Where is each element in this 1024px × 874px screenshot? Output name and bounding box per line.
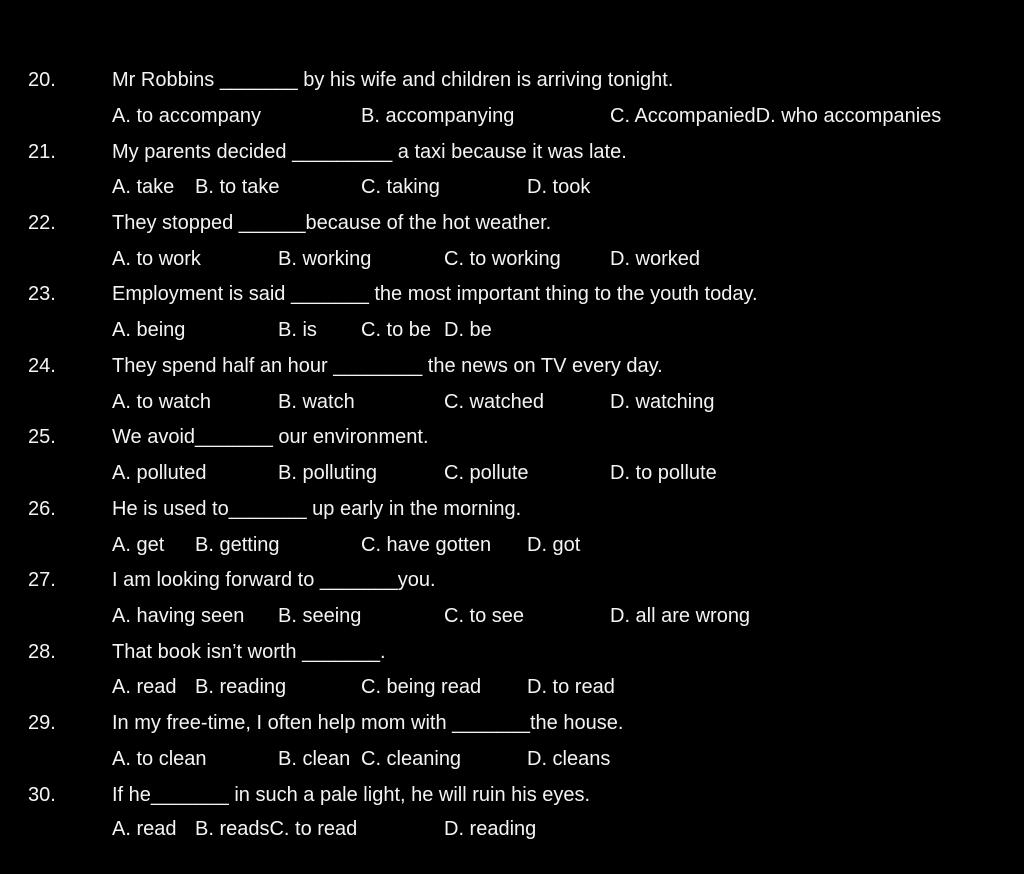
option-d: D. to pollute — [610, 462, 717, 484]
option-a: A. polluted — [112, 462, 207, 484]
option-d: D. watching — [610, 391, 715, 413]
question-text: Mr Robbins _______ by his wife and children is arriving tonight. — [112, 69, 674, 91]
option-c: C. AccompaniedD. who accompanies — [610, 105, 942, 127]
question-number: 23. — [28, 283, 56, 305]
question-text: We avoid_______ our environment. — [112, 426, 429, 448]
option-c: C. watched — [444, 391, 545, 413]
question-number: 27. — [28, 569, 56, 591]
question-text: My parents decided _________ a taxi because it was late. — [112, 141, 627, 163]
option-c: C. taking — [361, 176, 440, 198]
option-b: B. readsC. to read — [195, 818, 358, 840]
question-text: Employment is said _______ the most important thing to the youth today. — [112, 283, 758, 305]
option-d: D. worked — [610, 248, 701, 270]
option-b: B. is — [278, 319, 317, 341]
question-number: 26. — [28, 498, 56, 520]
question-number: 29. — [28, 712, 56, 734]
question-text: They stopped ______because of the hot weather. — [112, 212, 552, 234]
option-a: A. take — [112, 176, 175, 198]
question-text: In my free-time, I often help mom with _______the house. — [112, 712, 624, 734]
option-d: D. cleans — [527, 748, 611, 770]
option-c: C. to be — [361, 319, 432, 341]
option-b: B. reading — [195, 676, 287, 698]
option-b: B. polluting — [278, 462, 377, 484]
question-number: 30. — [28, 784, 56, 806]
option-a: A. to work — [112, 248, 201, 270]
option-c: C. to working — [444, 248, 561, 270]
option-d: D. reading — [444, 818, 537, 840]
option-b: B. accompanying — [361, 105, 515, 127]
option-a: A. to accompany — [112, 105, 261, 127]
option-c: C. to see — [444, 605, 525, 627]
option-b: B. watch — [278, 391, 355, 413]
option-b: B. clean — [278, 748, 351, 770]
question-number: 20. — [28, 69, 56, 91]
option-c: C. have gotten — [361, 534, 492, 556]
option-d: D. all are wrong — [610, 605, 751, 627]
option-b: B. getting — [195, 534, 280, 556]
option-d: D. took — [527, 176, 591, 198]
question-text: If he_______ in such a pale light, he will ruin his eyes. — [112, 784, 591, 806]
option-a: A. being — [112, 319, 186, 341]
option-a: A. read — [112, 818, 177, 840]
option-d: D. got — [527, 534, 581, 556]
question-number: 21. — [28, 141, 56, 163]
option-d: D. be — [444, 319, 492, 341]
option-a: A. to clean — [112, 748, 207, 770]
option-b: B. working — [278, 248, 372, 270]
option-c: C. being read — [361, 676, 482, 698]
question-number: 24. — [28, 355, 56, 377]
option-c: C. cleaning — [361, 748, 462, 770]
question-number: 25. — [28, 426, 56, 448]
option-c: C. pollute — [444, 462, 529, 484]
option-a: A. to watch — [112, 391, 211, 413]
option-a: A. read — [112, 676, 177, 698]
question-number: 22. — [28, 212, 56, 234]
option-a: A. get — [112, 534, 165, 556]
option-a: A. having seen — [112, 605, 245, 627]
question-text: They spend half an hour ________ the news on TV every day. — [112, 355, 663, 377]
question-number: 28. — [28, 641, 56, 663]
question-text: He is used to_______ up early in the morning. — [112, 498, 522, 520]
question-text: I am looking forward to _______you. — [112, 569, 436, 591]
question-text: That book isn’t worth _______. — [112, 641, 386, 663]
option-b: B. to take — [195, 176, 280, 198]
option-d: D. to read — [527, 676, 615, 698]
option-b: B. seeing — [278, 605, 362, 627]
